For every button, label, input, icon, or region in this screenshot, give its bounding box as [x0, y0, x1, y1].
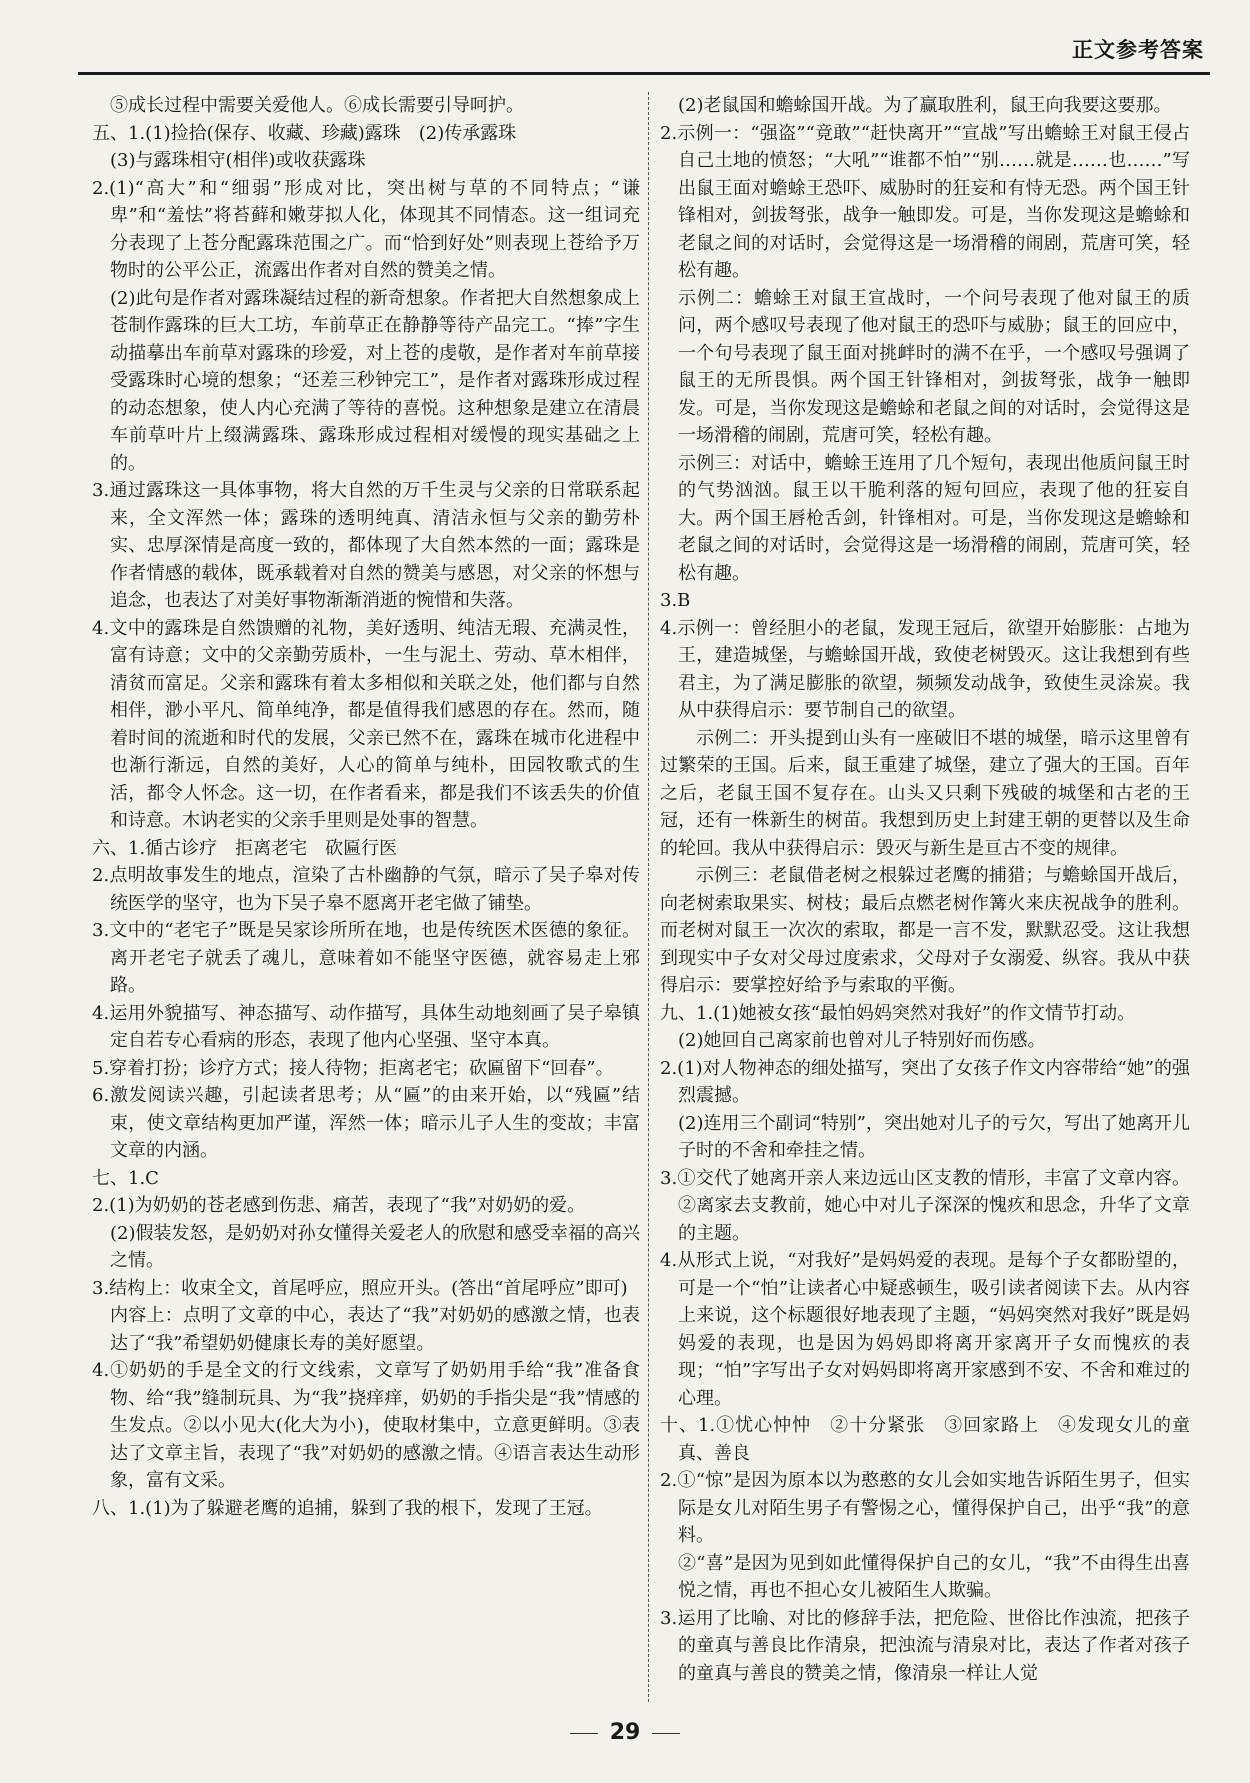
answer-paragraph: 3.B — [660, 590, 691, 611]
answer-paragraph: 2.点明故事发生的地点，渲染了古朴幽静的气氛，暗示了吴子皋对传统医学的坚守，也为下吴子皋不愿离开老宅做了铺垫。 — [92, 865, 640, 914]
answer-paragraph: (2)连用三个副词“特别”，突出她对儿子的亏欠，写出了她离开儿子时的不舍和牵挂之情。 — [678, 1112, 1190, 1161]
answer-paragraph: 4.运用外貌描写、神态描写、动作描写，具体生动地刻画了吴子皋镇定自若专心看病的形态，表现了他内心坚强、坚守本真。 — [92, 1002, 640, 1051]
answer-paragraph: 内容上：点明了文章的中心，表达了“我”对奶奶的感激之情，也表达了“我”希望奶奶健康长寿的美好愿望。 — [110, 1305, 640, 1354]
answer-paragraph: 2.(1)对人物神态的细处描写，突出了女孩子作文内容带给“她”的强烈震撼。 — [660, 1057, 1190, 1106]
answer-paragraph: (3)与露珠相守(相伴)或收获露珠 — [110, 150, 366, 171]
page-header — [78, 28, 1210, 75]
answer-paragraph: (2)假装发怒，是奶奶对孙女懂得关爱老人的欣慰和感受幸福的高兴之情。 — [110, 1222, 640, 1271]
answer-paragraph: 3.结构上：收束全文，首尾呼应，照应开头。(答出“首尾呼应”即可) — [92, 1277, 628, 1299]
page-footer — [0, 1720, 1250, 1745]
footer-dash-left — [570, 1733, 598, 1734]
answer-paragraph: 6.激发阅读兴趣，引起读者思考；从“匾”的由来开始，以“残匾”结束，使文章结构更加严谨，浑然一体；暗示儿子人生的变故；丰富文章的内涵。 — [92, 1085, 640, 1161]
answer-paragraph: 十、1.①忧心忡忡 ②十分紧张 ③回家路上 ④发现女儿的童真、善良 — [660, 1415, 1190, 1464]
answer-paragraph: 2.(1)为奶奶的苍老感到伤悲、痛苦，表现了“我”对奶奶的爱。 — [92, 1195, 586, 1216]
answer-paragraph: 4.文中的露珠是自然馈赠的礼物，美好透明、纯洁无瑕、充满灵性，富有诗意；文中的父亲勤劳质朴，一生与泥土、劳动、草木相伴，清贫而富足。父亲和露珠有着太多相似和关联之处，他们都与自然相伴，渺小平凡、简单纯净，都是值得我们感恩的存在。然而，随着时间的流逝和时代的发展，父亲已然不在，露珠在城市化进程中也渐行渐远，自然的美好，人心的简单与纯朴，田园牧歌式的生活，都令人怀念。这一切，在作者看来，都是我们不该丢失的价值和诗意。木讷老实的父亲手里则是处事的智慧。 — [92, 617, 640, 831]
answer-paragraph: 5.穿着打扮；诊疗方式；接人待物；拒离老宅；砍匾留下“回春”。 — [92, 1057, 614, 1079]
answer-paragraph: (2)老鼠国和蟾蜍国开战。为了赢取胜利，鼠王向我要这要那。 — [678, 95, 1172, 116]
answer-paragraph: 2.示例一：“强盗”“竟敢”“赶快离开”“宣战”写出蟾蜍王对鼠王侵占自己土地的愤怒；“大吼”“谁都不怕”“别……就是……也……”写出鼠王面对蟾蜍王恐吓、威胁时的狂妄和有恃无恐。两个国王针锋相对，剑拔弩张，战争一触即发。可是，当你发现这是蟾蜍和老鼠之间的对话时，会觉得这是一场滑稽的闹剧，荒唐可笑，轻松有趣。 — [660, 122, 1190, 281]
answer-paragraph: 八、1.(1)为了躲避老鹰的追捕，躲到了我的根下，发现了王冠。 — [92, 1497, 603, 1519]
answer-paragraph: 七、1.C — [92, 1167, 159, 1189]
answer-paragraph: 3.文中的“老宅子”既是吴家诊所所在地，也是传统医术医德的象征。离开老宅子就丢了魂儿，意味着如不能坚守医德，就容易走上邪路。 — [92, 920, 640, 996]
answer-paragraph: 示例三：老鼠借老树之根躲过老鹰的捕猎；与蟾蜍国开战后，向老树索取果实、树枝；最后点燃老树作篝火来庆祝战争的胜利。而老树对鼠王一次次的索取，都是一言不发，默默忍受。这让我想到现实中子女对父母过度索求，父母对子女溺爱、纵容。我从中获得启示：要掌控好给予与索取的平衡。 — [660, 865, 1190, 996]
header-title: 正文参考答案 — [1072, 38, 1204, 62]
answer-paragraph: 3.通过露珠这一具体事物，将大自然的万千生灵与父亲的日常联系起来，全文浑然一体；露珠的透明纯真、清洁永恒与父亲的勤劳朴实、忠厚深情是高度一致的，都体现了大自然本然的一面；露珠是作者情感的载体，既承载着对自然的赞美与感恩，对父亲的怀想与追念，也表达了对美好事物渐渐消逝的惋惜和失落。 — [92, 480, 640, 611]
answer-paragraph: 3.①交代了她离开亲人来边远山区支教的情形，丰富了文章内容。②离家去支教前，她心中对儿子深深的愧疚和思念，升华了文章的主题。 — [660, 1167, 1190, 1244]
answer-paragraph: 2.①“惊”是因为原本以为憨憨的女儿会如实地告诉陌生男子，但实际是女儿对陌生男子有警惕之心，懂得保护自己，出乎“我”的意料。 — [660, 1470, 1190, 1546]
answer-paragraph: ⑤成长过程中需要关爱他人。⑥成长需要引导呵护。 — [110, 95, 524, 116]
right-column — [660, 92, 1190, 1687]
answer-paragraph: (2)她回自己离家前也曾对儿子特别好而伤感。 — [678, 1030, 1046, 1051]
answer-paragraph: 六、1.循古诊疗 拒离老宅 砍匾行医 — [92, 837, 398, 859]
column-divider — [648, 92, 649, 1702]
left-column — [92, 92, 640, 1522]
footer-dash-right — [652, 1733, 680, 1734]
answer-paragraph: 4.从形式上说，“对我好”是妈妈爱的表现。是每个子女都盼望的，可是一个“怕”让读者心中疑惑顿生，吸引读者阅读下去。从内容上来说，这个标题很好地表现了主题，“妈妈突然对我好”既是妈妈爱的表现，也是因为妈妈即将离开家离开子女而愧疚的表现；“怕”字写出子女对妈妈即将离开家感到不安、不舍和难过的心理。 — [660, 1250, 1190, 1409]
answer-paragraph: 2.(1)“高大”和“细弱”形成对比，突出树与草的不同特点；“谦卑”和“羞怯”将苔藓和嫩芽拟人化，体现其不同情态。这一组词充分表现了上苍分配露珠范围之广。而“恰到好处”则表现上苍给予万物时的公平公正，流露出作者对自然的赞美之情。 — [92, 177, 640, 281]
page-number: 29 — [609, 1720, 641, 1745]
answer-paragraph: 示例二：开头提到山头有一座破旧不堪的城堡，暗示这里曾有过繁荣的王国。后来，鼠王重建了城堡，建立了强大的王国。百年之后，老鼠王国不复存在。山头又只剩下残破的城堡和古老的王冠，还有一株新生的树苗。我想到历史上封建王朝的更替以及生命的轮回。我从中获得启示：毁灭与新生是亘古不变的规律。 — [660, 727, 1190, 859]
answer-paragraph: 4.①奶奶的手是全文的行文线索，文章写了奶奶用手给“我”准备食物、给“我”缝制玩具、为“我”挠痒痒，奶奶的手指尖是“我”情感的生发点。②以小见大(化大为小)，使取材集中，立意更鲜明。③表达了文章主旨，表现了“我”对奶奶的感激之情。④语言表达生动形象，富有文采。 — [92, 1360, 640, 1491]
answer-paragraph: 九、1.(1)她被女孩“最怕妈妈突然对我好”的作文情节打动。 — [660, 1002, 1136, 1024]
answer-paragraph: (2)此句是作者对露珠凝结过程的新奇想象。作者把大自然想象成上苍制作露珠的巨大工坊，车前草正在静静等待产品完工。“捧”字生动描摹出车前草对露珠的珍爱，对上苍的虔敬，是作者对车前草接受露珠时心境的想象；“还差三秒钟完工”，是作者对露珠形成过程的动态想象，使人内心充满了等待的喜悦。这种想象是建立在清晨车前草叶片上缀满露珠、露珠形成过程相对缓慢的现实基础之上的。 — [110, 287, 640, 474]
answer-paragraph: 五、1.(1)捡拾(保存、收藏、珍藏)露珠 (2)传承露珠 — [92, 122, 517, 144]
answer-paragraph: 示例二：蟾蜍王对鼠王宣战时，一个问号表现了他对鼠王的质问，两个感叹号表现了他对鼠王的恐吓与威胁；鼠王的回应中，一个句号表现了鼠王面对挑衅时的满不在乎，一个感叹号强调了鼠王的无所畏惧。两个国王针锋相对，剑拔弩张，战争一触即发。可是，当你发现这是蟾蜍和老鼠之间的对话时，会觉得这是一场滑稽的闹剧，荒唐可笑，轻松有趣。 — [678, 287, 1190, 446]
answer-paragraph: 4.示例一：曾经胆小的老鼠，发现王冠后，欲望开始膨胀：占地为王，建造城堡，与蟾蜍国开战，致使老树毁灭。这让我想到有些君主，为了满足膨胀的欲望，频频发动战争，致使生灵涂炭。我从中获得启示：要节制自己的欲望。 — [660, 617, 1190, 721]
answer-paragraph: 3.运用了比喻、对比的修辞手法，把危险、世俗比作浊流，把孩子的童真与善良比作清泉，把浊流与清泉对比，表达了作者对孩子的童真与善良的赞美之情，像清泉一样让人觉 — [660, 1607, 1190, 1684]
answer-paragraph: ②“喜”是因为见到如此懂得保护自己的女儿，“我”不由得生出喜悦之情，再也不担心女儿被陌生人欺骗。 — [678, 1552, 1190, 1601]
answer-paragraph: 示例三：对话中，蟾蜍王连用了几个短句，表现出他质问鼠王时的气势汹汹。鼠王以干脆利落的短句回应，表现了他的狂妄自大。两个国王唇枪舌剑，针锋相对。可是，当你发现这是蟾蜍和老鼠之间的对话时，会觉得这是一场滑稽的闹剧，荒唐可笑，轻松有趣。 — [678, 452, 1190, 584]
